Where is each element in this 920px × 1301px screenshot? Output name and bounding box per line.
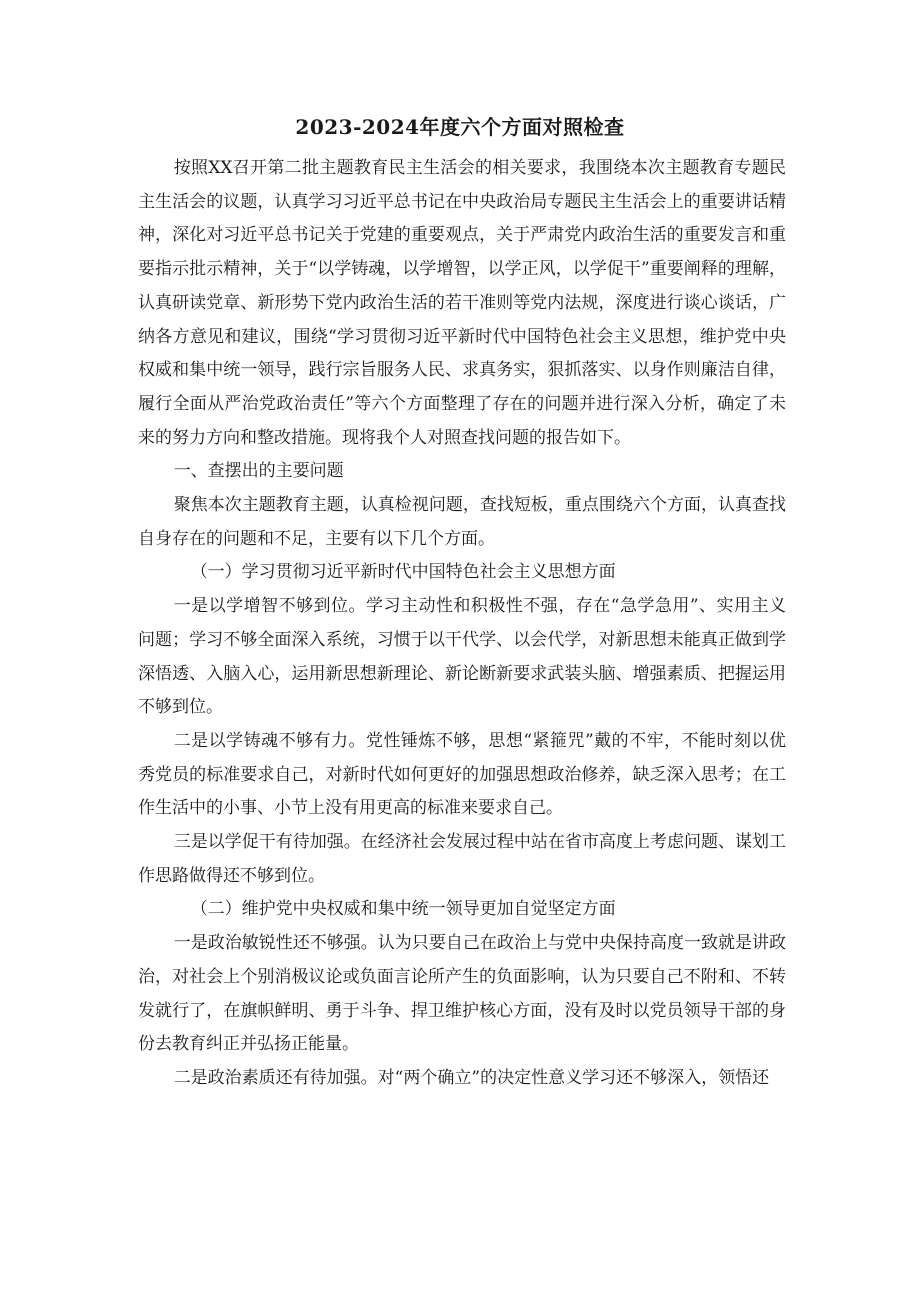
body-paragraph: 一是政治敏锐性还不够强。认为只要自己在政治上与党中央保持高度一致就是讲政治，对社会上个别消极议论或负面言论所产生的负面影响，认为只要自己不附和、不转发就行了，在旗帜鲜明、勇于斗争、捍卫维护核心方面，没有及时以党员领导干部的身份去教育纠正并弘扬正能量。 <box>138 933 786 1055</box>
intro-paragraph: 按照XX召开第二批主题教育民主生活会的相关要求，我围绕本次主题教育专题民主生活会的议题，认真学习习近平总书记在中央政治局专题民主生活会上的重要讲话精神，深化对习近平总书记关于党建的重要观点，关于严肃党内政治生活的重要发言和重要指示批示精神，关于“以学铸魂，以学增智，以学正风，以学促干”重要阐释的理解，认真研读党章、新形势下党内政治生活的若干准则等党内法规，深度进行谈心谈话，广纳各方意见和建议，围绕“学习贯彻习近平新时代中国特色社会主义思想，维护党中央权威和集中统一领导，践行宗旨服务人民、求真务实，狠抓落实、以身作则廉洁自律，履行全面从严治党政治责任”等六个方面整理了存在的问题并进行深入分析，确定了未来的努力方向和整改措施。现将我个人对照查找问题的报告如下。 <box>138 158 786 448</box>
body-paragraph: 二是以学铸魂不够有力。党性锤炼不够，思想“紧箍咒”戴的不牢，不能时刻以优秀党员的标准要求自己，对新时代如何更好的加强思想政治修养，缺乏深入思考；在工作生活中的小事、小节上没有用更高的标准来要求自己。 <box>138 730 786 819</box>
body-paragraph: 一是以学增智不够到位。学习主动性和积极性不强，存在“急学急用”、实用主义问题；学习不够全面深入系统，习惯于以干代学、以会代学，对新思想未能真正做到学深悟透、入脑入心，运用新思想新理论、新论断新要求武装头脑、增强素质、把握运用不够到位。 <box>138 596 786 718</box>
subsection-heading-2: （二）维护党中央权威和集中统一领导更加自觉坚定方面 <box>190 899 616 920</box>
document-body <box>138 152 786 1096</box>
document-title: 2023-2024年度六个方面对照检查 <box>295 115 625 139</box>
body-paragraph: 三是以学促干有待加强。在经济社会发展过程中站在省市高度上考虑问题、谋划工作思路做得还不够到位。 <box>138 832 786 886</box>
body-paragraph: 二是政治素质还有待加强。对“两个确立”的决定性意义学习还不够深入，领悟还 <box>173 1067 770 1088</box>
section-intro-paragraph: 聚焦本次主题教育主题，认真检视问题，查找短板，重点围绕六个方面，认真查找自身存在的问题和不足，主要有以下几个方面。 <box>138 495 786 549</box>
subsection-heading-1: （一）学习贯彻习近平新时代中国特色社会主义思想方面 <box>190 562 616 583</box>
section-heading-1: 一、查摆出的主要问题 <box>173 461 344 482</box>
